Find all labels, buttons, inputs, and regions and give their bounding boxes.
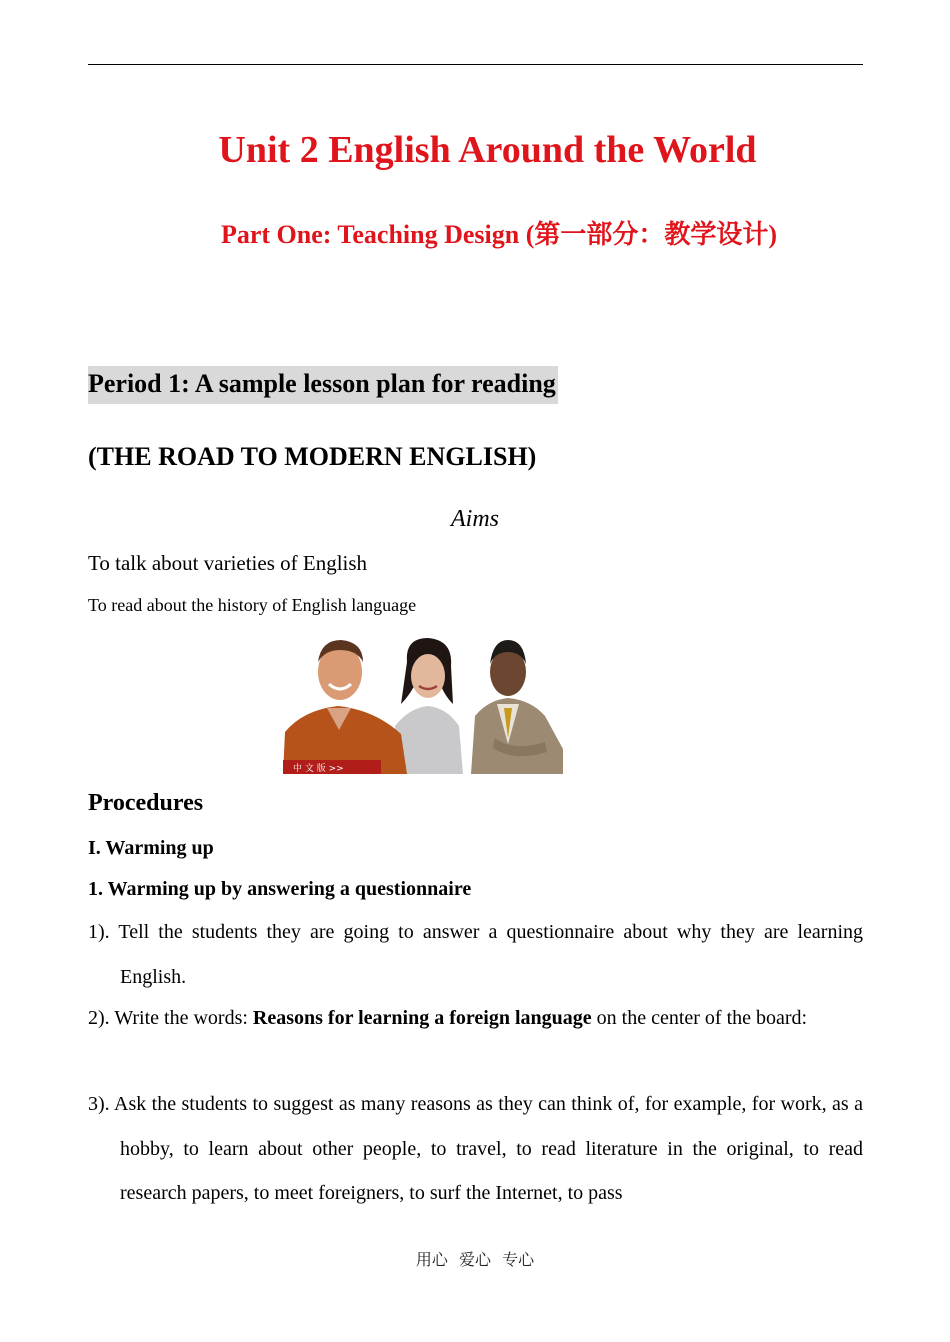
procedure-step [88,996,863,1041]
step-number: 3). [88,1093,110,1115]
header-rule [88,64,863,65]
step-text-pre: Write the words: [114,1007,253,1029]
reading-title: (THE ROAD TO MODERN ENGLISH) [88,442,537,471]
badge-text: 中 文 版 >> [293,764,344,774]
procedure-step [88,910,863,999]
step-text-post: on the center of the board: [591,1007,808,1029]
section-heading: I. Warming up [88,837,214,859]
page-footer: 用心 爱心 专心 [415,1250,535,1269]
step-number: 1). [88,921,110,943]
unit-title: Unit 2 English Around the World [218,129,757,171]
procedure-step [88,1082,863,1216]
subsection-heading: 1. Warming up by answering a questionnaire [88,878,472,900]
step-text: Tell the students they are going to answer a questionnaire about why they are learning English. [118,921,863,988]
procedures-heading: Procedures [88,790,204,816]
period-heading: Period 1: A sample lesson plan for reading [88,366,558,404]
aim-item: To read about the history of English language [88,595,417,615]
aims-heading: Aims [451,506,499,532]
aim-item: To talk about varieties of English [88,551,368,575]
people-photo [283,634,563,774]
part-subtitle: Part One: Teaching Design (第一部分：教学设计) [220,220,778,249]
step-text-bold: Reasons for learning a foreign language [252,1007,592,1029]
step-number: 2). [88,1007,110,1029]
step-text: Ask the students to suggest as many reasons as they can think of, for example, for work, as a hobby, to learn about other people, to travel, to read literature in the original, to read research papers, to meet foreigners, to surf the Internet, to pass [114,1093,863,1204]
